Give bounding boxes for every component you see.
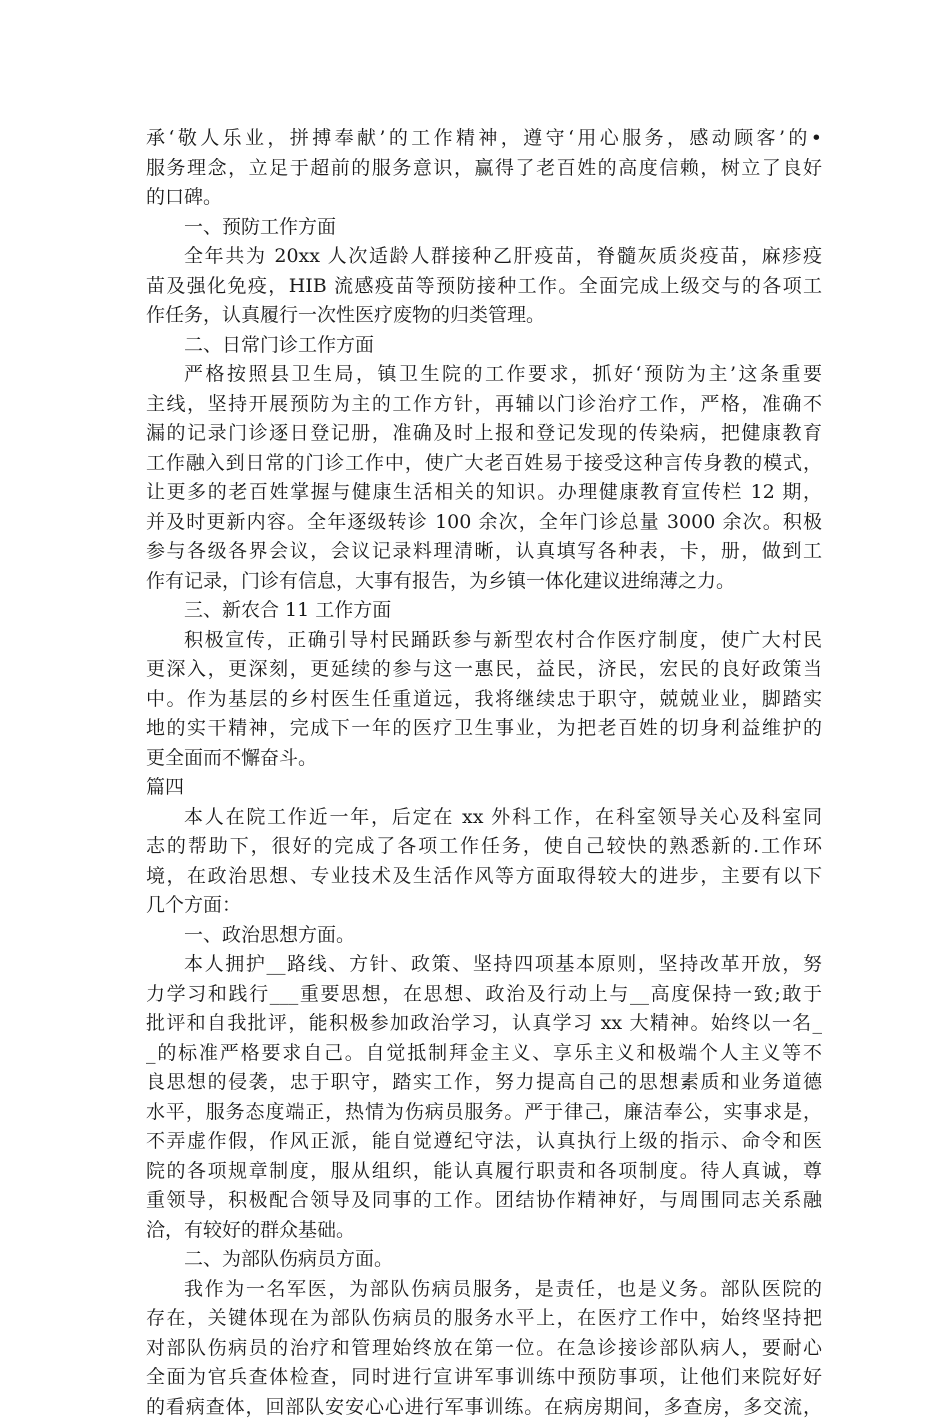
text-line: 的看病查体，回部队安安心心进行军事训练。在病房期间，多查房，多交流， bbox=[146, 1393, 822, 1422]
text-line: 苗及强化免疫，HIB 流感疫苗等预防接种工作。全面完成上级交与的各项工 bbox=[146, 272, 822, 302]
text-line: 参与各级各界会议，会议记录料理清晰，认真填写各种表，卡，册，做到工 bbox=[146, 537, 822, 567]
text-line: 的口碑。 bbox=[146, 183, 822, 213]
text-line: 作任务，认真履行一次性医疗废物的归类管理。 bbox=[146, 301, 822, 331]
document-body bbox=[146, 124, 822, 1422]
text-line: 批评和自我批评，能积极参加政治学习，认真学习 xx 大精神。始终以一名_ bbox=[146, 1009, 822, 1039]
text-line: 洽，有较好的群众基础。 bbox=[146, 1216, 822, 1246]
text-line: 更深入，更深刻，更延续的参与这一惠民，益民，济民，宏民的良好政策当 bbox=[146, 655, 822, 685]
text-line: 本人拥护__路线、方针、政策、坚持四项基本原则，坚持改革开放，努 bbox=[146, 950, 822, 980]
text-line: 严格按照县卫生局，镇卫生院的工作要求，抓好‘预防为主’这条重要 bbox=[146, 360, 822, 390]
text-line: 地的实干精神，完成下一年的医疗卫生事业，为把老百姓的切身利益维护的 bbox=[146, 714, 822, 744]
text-line: 二、为部队伤病员方面。 bbox=[146, 1245, 822, 1275]
text-line: 境，在政治思想、专业技术及生活作风等方面取得较大的进步，主要有以下 bbox=[146, 862, 822, 892]
text-line: 承‘敬人乐业，拼搏奉献’的工作精神，遵守‘用心服务，感动顾客’的• bbox=[146, 124, 822, 154]
text-line: _的标准严格要求自己。自觉抵制拜金主义、享乐主义和极端个人主义等不 bbox=[146, 1039, 822, 1069]
text-line: 三、新农合 11 工作方面 bbox=[146, 596, 822, 626]
text-line: 二、日常门诊工作方面 bbox=[146, 331, 822, 361]
text-line: 一、预防工作方面 bbox=[146, 213, 822, 243]
text-line: 良思想的侵袭，忠于职守，踏实工作，努力提高自己的思想素质和业务道德 bbox=[146, 1068, 822, 1098]
text-line: 本人在院工作近一年，后定在 xx 外科工作，在科室领导关心及科室同 bbox=[146, 803, 822, 833]
text-line: 全面为官兵查体检查，同时进行宣讲军事训练中预防事项，让他们来院好好 bbox=[146, 1363, 822, 1393]
text-line: 几个方面： bbox=[146, 891, 822, 921]
text-line: 服务理念，立足于超前的服务意识，赢得了老百姓的高度信赖，树立了良好 bbox=[146, 154, 822, 184]
text-line: 主线，坚持开展预防为主的工作方针，再辅以门诊治疗工作，严格，准确不 bbox=[146, 390, 822, 420]
text-line: 作有记录，门诊有信息，大事有报告，为乡镇一体化建议进绵薄之力。 bbox=[146, 567, 822, 597]
text-line: 更全面而不懈奋斗。 bbox=[146, 744, 822, 774]
text-line: 篇四 bbox=[146, 773, 822, 803]
text-line: 存在，关键体现在为部队伤病员的服务水平上，在医疗工作中，始终坚持把 bbox=[146, 1304, 822, 1334]
text-line: 工作融入到日常的门诊工作中，使广大老百姓易于接受这种言传身教的模式， bbox=[146, 449, 822, 479]
text-line: 重领导，积极配合领导及同事的工作。团结协作精神好，与周围同志关系融 bbox=[146, 1186, 822, 1216]
text-line: 力学习和践行___重要思想，在思想、政治及行动上与__高度保持一致;敢于 bbox=[146, 980, 822, 1010]
text-line: 水平，服务态度端正，热情为伤病员服务。严于律己，廉洁奉公，实事求是， bbox=[146, 1098, 822, 1128]
text-line: 一、政治思想方面。 bbox=[146, 921, 822, 951]
text-line: 志的帮助下，很好的完成了各项工作任务，使自己较快的熟悉新的.工作环 bbox=[146, 832, 822, 862]
text-line: 积极宣传，正确引导村民踊跃参与新型农村合作医疗制度，使广大村民 bbox=[146, 626, 822, 656]
text-line: 我作为一名军医，为部队伤病员服务，是责任，也是义务。部队医院的 bbox=[146, 1275, 822, 1305]
text-line: 全年共为 20xx 人次适龄人群接种乙肝疫苗，脊髓灰质炎疫苗，麻疹疫 bbox=[146, 242, 822, 272]
text-line: 让更多的老百姓掌握与健康生活相关的知识。办理健康教育宣传栏 12 期， bbox=[146, 478, 822, 508]
text-line: 并及时更新内容。全年逐级转诊 100 余次，全年门诊总量 3000 余次。积极 bbox=[146, 508, 822, 538]
text-line: 中。作为基层的乡村医生任重道远，我将继续忠于职守，兢兢业业，脚踏实 bbox=[146, 685, 822, 715]
text-line: 漏的记录门诊逐日登记册，准确及时上报和登记发现的传染病，把健康教育 bbox=[146, 419, 822, 449]
text-line: 不弄虚作假，作风正派，能自觉遵纪守法，认真执行上级的指示、命令和医 bbox=[146, 1127, 822, 1157]
text-line: 对部队伤病员的治疗和管理始终放在第一位。在急诊接诊部队病人，要耐心 bbox=[146, 1334, 822, 1364]
text-line: 院的各项规章制度，服从组织，能认真履行职责和各项制度。待人真诚，尊 bbox=[146, 1157, 822, 1187]
